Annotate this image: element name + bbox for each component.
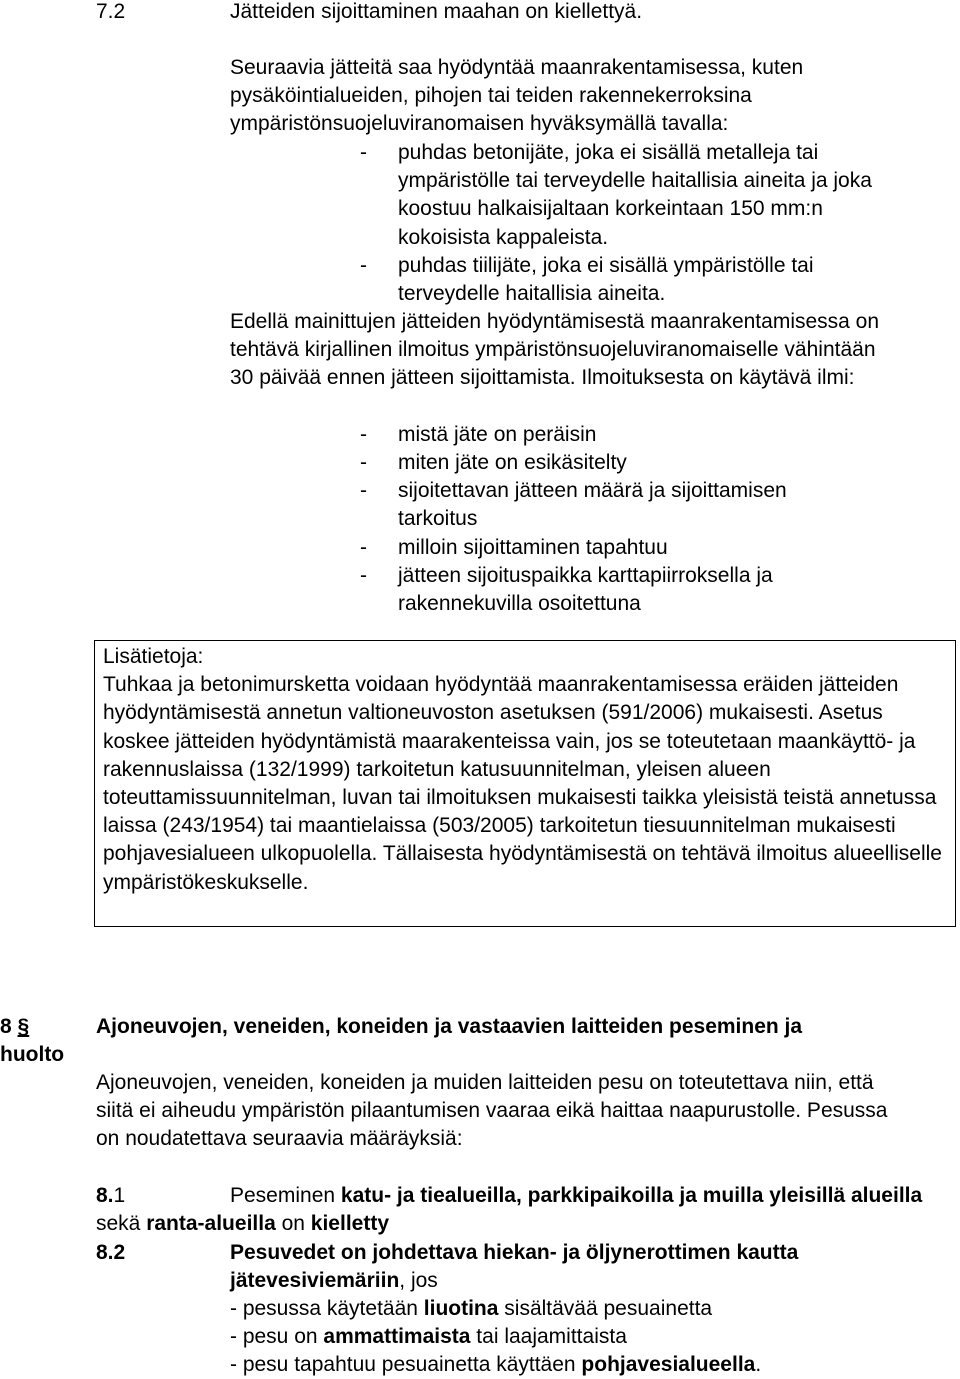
s82-bold-wastewater: Pesuvedet on johdettava hiekan- ja öljynerottimen kautta jätevesiviemäriin	[230, 1241, 799, 1293]
list-dash: -	[360, 451, 367, 474]
s82-condition-groundwater: - pesu tapahtuu pesuainetta käyttäen pohjavesialueella.	[230, 1353, 762, 1376]
s82-condition-professional: - pesu on ammattimaista tai laajamittaista	[230, 1325, 627, 1348]
list-dash: -	[360, 141, 367, 164]
notice-item-origin: mistä jäte on peräisin	[398, 423, 597, 446]
info-box-content	[103, 643, 949, 897]
list-item-brick: puhdas tiilijäte, joka ei sisällä ympäristölle tai terveydelle haitallisia aineita.	[398, 254, 814, 306]
s81-bold-shore-areas: ranta-alueilla	[146, 1212, 276, 1236]
section-8-2-number: 8.2	[96, 1241, 126, 1264]
list-dash: -	[360, 536, 367, 559]
section-8-title: Ajoneuvojen, veneiden, koneiden ja vastaavien laitteiden peseminen ja	[96, 1015, 803, 1038]
info-box-text: Tuhkaa ja betonimursketta voidaan hyödyntää maanrakentamisessa eräiden jätteiden hyödyntämisestä annetun valtioneuvoston asetuksen (591/2006) mukaisesti. Asetus koskee jätteiden hyödyntämistä maarakenteissa vain, jos se toteutetaan maankäyttö- ja rakennuslaissa (132/1999) tarkoitetun katusuunnitelman, yleisen alueen toteuttamissuunnitelman, luvan tai ilmoituksen mukaisesti taikka yleisistä teistä annetussa laissa (243/1954) tai maantielaissa (503/2005) tarkoitetun tiesuunnitelman mukaisesti pohjavesialueen ulkopuolella. Tällaisesta hyödyntämisestä on tehtävä ilmoitus alueelliselle ympäristökeskukselle.	[103, 673, 942, 894]
section-7-2-title: Jätteiden sijoittaminen maahan on kiellettyä.	[230, 0, 643, 23]
s81-text-3: on	[275, 1212, 311, 1236]
list-dash: -	[360, 423, 367, 446]
list-dash: -	[360, 564, 367, 587]
section-8-1-text	[96, 1182, 956, 1238]
notice-item-amount: sijoitettavan jätteen määrä ja sijoittamisen tarkoitus	[398, 479, 787, 531]
s81-bold-prohibited: kielletty	[310, 1212, 390, 1236]
notice-item-timing: milloin sijoittaminen tapahtuu	[398, 536, 668, 559]
section-8-margin-word: huolto	[0, 1043, 65, 1066]
s82-condition-solvent: - pesussa käytetään liuotina sisältävää pesuainetta	[230, 1297, 713, 1320]
section-8-intro: Ajoneuvojen, veneiden, koneiden ja muiden laitteiden pesu on toteutettava niin, että siitä ei aiheudu ympäristön pilaantumisen vaaraa eikä haittaa naapurustolle. Pesussa on noudatettava seuraavia määräyksiä:	[96, 1071, 888, 1151]
list-item-concrete: puhdas betonijäte, joka ei sisällä metalleja tai ympäristölle tai terveydelle haitallisia aineita ja joka koostuu halkaisijaltaan korkeintaan 150 mm:n kokoisista kappaleista.	[398, 141, 872, 249]
section-8-number-line	[0, 1013, 29, 1041]
s81-bold-public-areas: katu- ja tiealueilla, parkkipaikoilla ja muilla yleisillä alueilla	[340, 1184, 923, 1207]
section-8-paragraph-mark: §	[17, 1015, 30, 1038]
section-7-2-intro: Seuraavia jätteitä saa hyödyntää maanrakentamisessa, kuten pysäköintialueiden, pihojen tai teiden rakennekerroksina ympäristönsuojeluviranomaisen hyväksymällä tavalla:	[230, 56, 804, 136]
list-dash: -	[360, 479, 367, 502]
s82-text-if: , jos	[399, 1269, 438, 1293]
s81-text-2: sekä	[96, 1212, 147, 1236]
section-8-number: 8	[0, 1015, 12, 1038]
section-7-2-number: 7.2	[96, 0, 126, 23]
s81-text-1: Peseminen	[230, 1184, 341, 1207]
section-8-2-text	[230, 1239, 910, 1295]
section-8-1-number-bold: 8.	[96, 1184, 114, 1207]
list-dash: -	[360, 254, 367, 277]
section-8-1-number-rest: 1	[113, 1184, 126, 1207]
notice-item-pretreatment: miten jäte on esikäsitelty	[398, 451, 627, 474]
info-box	[94, 640, 956, 927]
notice-item-location: jätteen sijoituspaikka karttapiirroksella ja rakennekuvilla osoitettuna	[398, 564, 773, 616]
section-7-2-notice: Edellä mainittujen jätteiden hyödyntämisestä maanrakentamisessa on tehtävä kirjallinen ilmoitus ympäristönsuojeluviranomaiselle vähintään 30 päivää ennen jätteen sijoittamista. Ilmoituksesta on käytävä ilmi:	[230, 310, 880, 390]
info-box-label: Lisätietoja:	[103, 645, 204, 668]
